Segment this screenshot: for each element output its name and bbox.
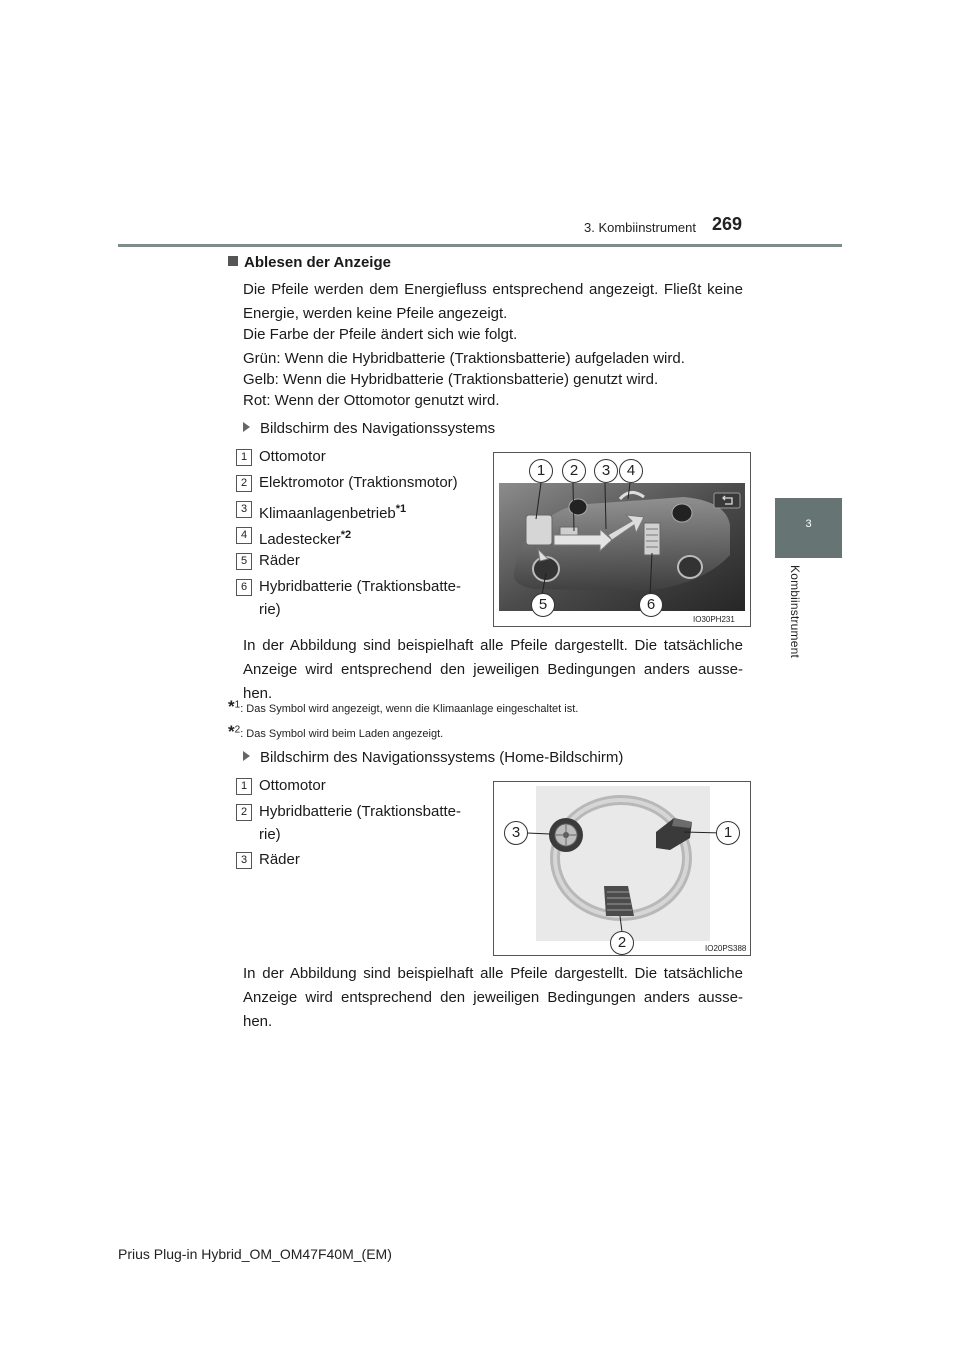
color-intro: Die Farbe der Pfeile ändert sich wie folgt. (243, 326, 518, 343)
legend-label-text: Klimaanlagenbetrieb (259, 505, 396, 522)
document-footer: Prius Plug-in Hybrid_OM_OM47F40M_(EM) (118, 1246, 392, 1262)
color-line-yellow: Gelb: Wenn die Hybridbatterie (Traktionsbatterie) genutzt wird. (243, 371, 659, 388)
legend-number: 1 (236, 449, 252, 466)
legend-label-text: Ladestecker (259, 531, 341, 548)
color-line-red: Rot: Wenn der Ottomotor genutzt wird. (243, 392, 500, 409)
triangle-bullet-icon (243, 751, 250, 761)
footnote-star: * (228, 697, 235, 716)
footnote-ref: *1 (395, 503, 407, 515)
section-heading-text: Ablesen der Anzeige (244, 254, 391, 271)
legend-number: 3 (236, 501, 252, 518)
legend-number: 2 (236, 804, 252, 821)
color-list (243, 348, 685, 411)
chapter-title: 3. Kombiinstrument (584, 220, 696, 235)
legend-label-continued: rie) (259, 601, 281, 618)
legend-label: Elektromotor (Traktionsmotor) (259, 474, 458, 491)
legend-label: Ottomotor (259, 448, 326, 465)
figure-code: IO20PS388 (705, 944, 747, 953)
legend-number: 2 (236, 475, 252, 492)
callout-5: 5 (531, 593, 555, 617)
footnote-text: : Das Symbol wird beim Laden angezeigt. (240, 728, 444, 740)
legend-label: Räder (259, 851, 300, 868)
legend-label-continued: rie) (259, 826, 281, 843)
footnote-2 (228, 722, 443, 742)
callout-2: 2 (610, 931, 634, 955)
triangle-bullet-icon (243, 422, 250, 432)
legend-label (259, 497, 406, 526)
home-screen-note: In der Abbildung sind beispielhaft alle Pfeile dargestellt. Die tatsächliche Anzeige wird entsprechend den jeweiligen Bedingungen anders ausse-hen. (243, 965, 743, 1030)
callout-3: 3 (594, 459, 618, 483)
callout-6: 6 (639, 593, 663, 617)
energy-ring-illustration (494, 782, 750, 955)
color-line-green: Grün: Wenn die Hybridbatterie (Traktionsbatterie) aufgeladen wird. (243, 350, 685, 367)
home-screen-heading (243, 746, 623, 770)
footnote-star: * (228, 722, 235, 741)
footnote-text: : Das Symbol wird angezeigt, wenn die Klimaanlage eingeschaltet ist. (240, 703, 579, 715)
nav-screen-note: In der Abbildung sind beispielhaft alle Pfeile dargestellt. Die tatsächliche Anzeige wird entsprechend den jeweiligen Bedingungen anders ausse-hen. (243, 637, 743, 702)
callout-2: 2 (562, 459, 586, 483)
page-number: 269 (712, 214, 743, 234)
intro-paragraph: Die Pfeile werden dem Energiefluss entsprechend angezeigt. Fließt keine Energie, werden keine Pfeile angezeigt. (243, 281, 743, 322)
legend-label: Ottomotor (259, 777, 326, 794)
legend-number: 3 (236, 852, 252, 869)
home-screen-title: Bildschirm des Navigationssystems (Home-Bildschirm) (260, 749, 624, 766)
header-rule (118, 244, 842, 247)
square-bullet-icon (228, 256, 238, 266)
energy-flow-figure (493, 452, 751, 627)
legend-label: Räder (259, 552, 300, 569)
legend-label: Hybridbatterie (Traktionsbatte- (259, 803, 462, 820)
footnote-ref: *2 (340, 529, 352, 541)
footnote-number: 2 (234, 724, 241, 736)
callout-3: 3 (504, 821, 528, 845)
side-tab-label: Kombiinstrument (788, 565, 802, 659)
footnote-1 (228, 697, 578, 717)
legend-number: 4 (236, 527, 252, 544)
home-screen-figure (493, 781, 751, 956)
figure-code: IO30PH231 (693, 615, 735, 624)
callout-4: 4 (619, 459, 643, 483)
legend-number: 5 (236, 553, 252, 570)
nav-screen-title: Bildschirm des Navigationssystems (260, 420, 496, 437)
section-heading (228, 254, 391, 271)
callout-1: 1 (529, 459, 553, 483)
legend-number: 6 (236, 579, 252, 596)
callout-1: 1 (716, 821, 740, 845)
nav-screen-heading (243, 417, 495, 441)
side-tab-number: 3 (805, 518, 812, 530)
legend-label (259, 523, 351, 552)
legend-number: 1 (236, 778, 252, 795)
legend-label: Hybridbatterie (Traktionsbatte- (259, 578, 462, 595)
footnote-number: 1 (234, 699, 241, 711)
